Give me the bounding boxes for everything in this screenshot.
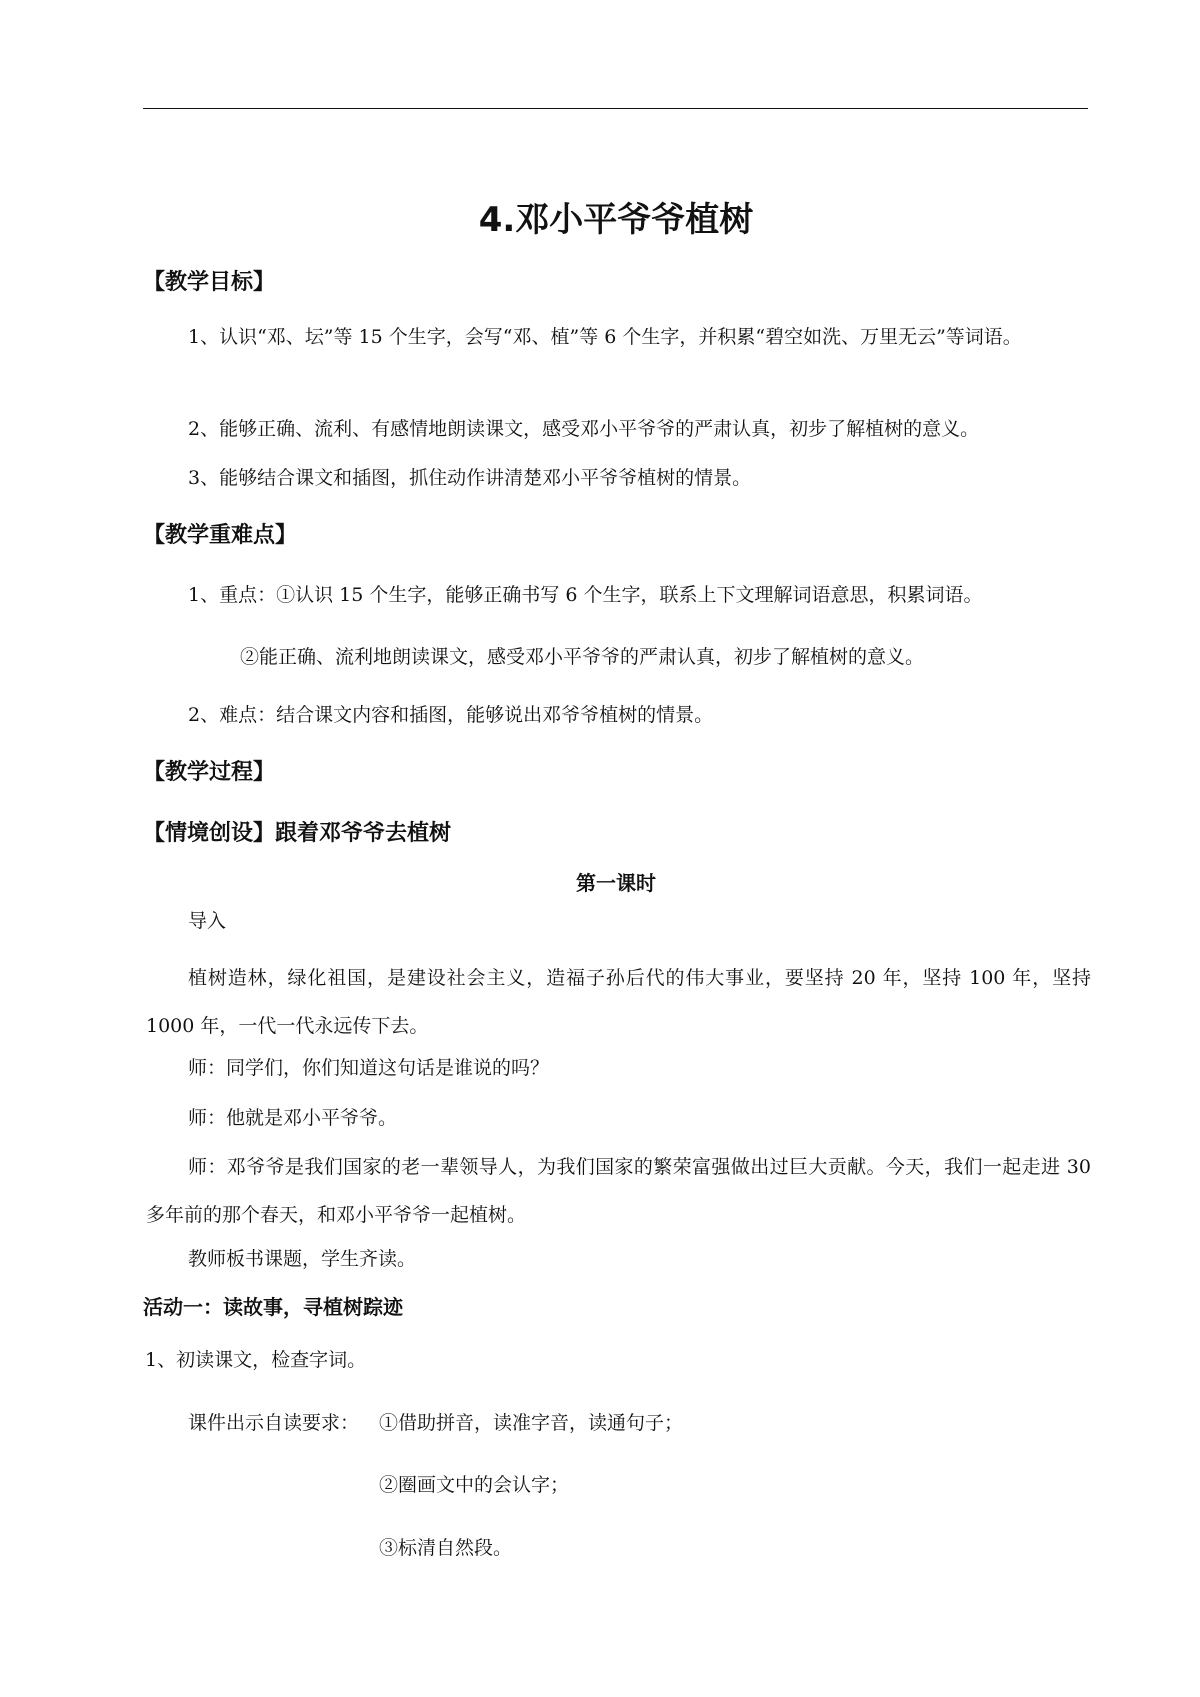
- activity1-step-1: 1、初读课文，检查字词。: [145, 1349, 367, 1371]
- objective-item-2: 2、能够正确、流利、有感情地朗读课文，感受邓小平爷爷的严肃认真，初步了解植树的意义。: [188, 418, 980, 440]
- objective-item-3: 3、能够结合课文和插图，抓住动作讲清楚邓小平爷爷植树的情景。: [188, 467, 752, 489]
- key-point-item-1: 1、重点：①认识 15 个生字，能够正确书写 6 个生字，联系上下文理解词语意思，积累词语。: [188, 584, 983, 606]
- reading-requirement-label: 课件出示自读要求：: [188, 1412, 360, 1434]
- document-title: 4.邓小平爷爷植树: [478, 200, 754, 240]
- process-heading: 【教学过程】: [143, 760, 276, 785]
- key-point-item-1b: ②能正确、流利地朗读课文，感受邓小平爷爷的严肃认真，初步了解植树的意义。: [240, 646, 925, 668]
- intro-label: 导入: [188, 910, 227, 932]
- teacher-line-3: 师：邓爷爷是我们国家的老一辈领导人，为我们国家的繁荣富强做出过巨大贡献。今天，我们一起走进 30 多年前的那个春天，和邓小平爷爷一起植树。: [146, 1156, 1091, 1226]
- key-points-heading: 【教学重难点】: [143, 523, 298, 548]
- header-rule: [143, 108, 1088, 109]
- reading-requirement-2: ②圈画文中的会认字；: [379, 1474, 570, 1496]
- reading-requirement-1: ①借助拼音，读准字音，读通句子；: [379, 1412, 684, 1434]
- objectives-heading: 【教学目标】: [143, 270, 276, 295]
- intro-quote: 植树造林，绿化祖国，是建设社会主义，造福子孙后代的伟大事业，要坚持 20 年，坚持 100 年，坚持 1000 年，一代一代永远传下去。: [146, 967, 1091, 1037]
- objective-item-1: 1、认识“邓、坛”等 15 个生字，会写“邓、植”等 6 个生字，并积累“碧空如洗、万里无云”等词语。: [188, 326, 1022, 348]
- key-point-item-2: 2、难点：结合课文内容和插图，能够说出邓爷爷植树的情景。: [188, 704, 714, 726]
- reading-requirement-3: ③标清自然段。: [379, 1537, 513, 1559]
- teacher-line-1: 师：同学们，你们知道这句话是谁说的吗？: [188, 1057, 550, 1079]
- lesson-title: 第一课时: [576, 871, 656, 895]
- board-note: 教师板书课题，学生齐读。: [188, 1248, 417, 1270]
- scenario-heading: 【情境创设】跟着邓爷爷去植树: [143, 821, 452, 846]
- activity1-heading: 活动一：读故事，寻植树踪迹: [143, 1295, 403, 1319]
- teacher-line-2: 师：他就是邓小平爷爷。: [188, 1107, 398, 1129]
